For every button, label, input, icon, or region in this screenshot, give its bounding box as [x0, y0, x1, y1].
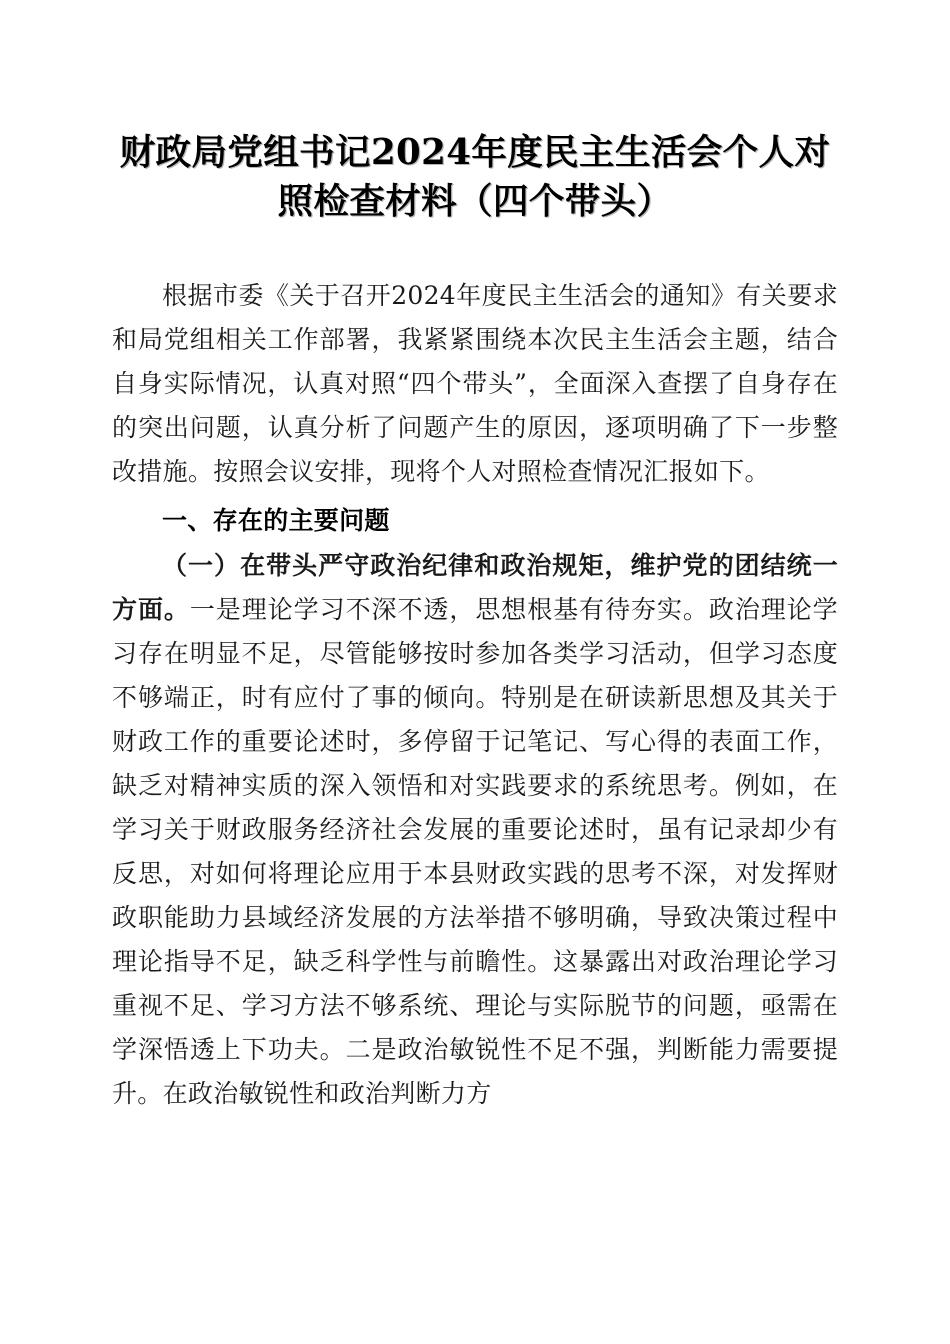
document-title	[112, 0, 838, 226]
subsection-lead-in: （一）在带头严守政治纪律和政治规矩，维护党的团结统一方面。	[112, 551, 838, 624]
section-heading-main-problems: 一、存在的主要问题	[162, 507, 390, 535]
subsection-paragraph-political-discipline	[112, 543, 838, 1116]
opening-paragraph: 根据市委《关于召开2024年度民主生活会的通知》有关要求和局党组相关工作部署，我紧紧围绕本次民主生活会主题，结合自身实际情况，认真对照“四个带头”，全面深入查摆了自身存在的突出问题，认真分析了问题产生的原因，逐项明确了下一步整改措施。按照会议安排，现将个人对照检查情况汇报如下。	[112, 281, 838, 486]
document-content	[112, 0, 838, 1116]
document-title-text: 财政局党组书记2024年度民主生活会个人对照检查材料（四个带头）	[119, 132, 831, 222]
subsection-body-text: 一是理论学习不深不透，思想根基有待夯实。政治理论学习存在明显不足，尽管能够按时参加各类学习活动，但学习态度不够端正，时有应付了事的倾向。特别是在研读新思想及其关于财政工作的重要论述时，多停留于记笔记、写心得的表面工作，缺乏对精神实质的深入领悟和对实践要求的系统思考。例如，在学习关于财政服务经济社会发展的重要论述时，虽有记录却少有反思，对如何将理论应用于本县财政实践的思考不深，对发挥财政职能助力县域经济发展的方法举措不够明确，导致决策过程中理论指导不足，缺乏科学性与前瞻性。这暴露出对政治理论学习重视不足、学习方法不够系统、理论与实际脱节的问题，亟需在学深悟透上下功夫。二是政治敏锐性不足不强，判断能力需要提升。在政治敏锐性和政治判断力方	[112, 595, 838, 1108]
